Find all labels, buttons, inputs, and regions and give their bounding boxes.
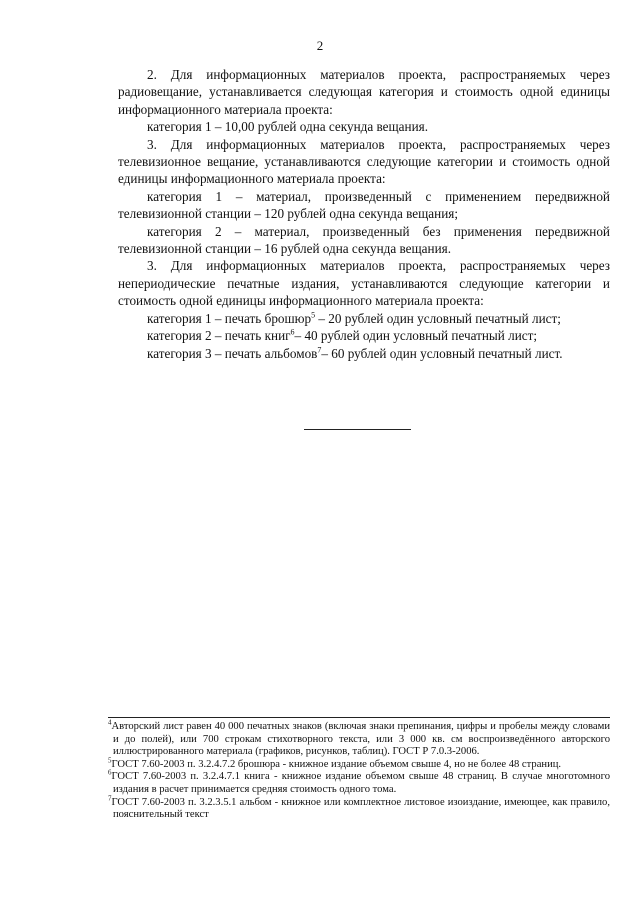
category-text: категория 1 – печать брошюр [147,310,312,326]
document-body [118,66,610,362]
footnote-4 [108,718,610,759]
footnote-ref: 7 [317,345,322,355]
footnote-ref: 6 [290,327,295,337]
footnote-text: ГОСТ 7.60-2003 п. 3.2.3.5.1 альбом - книжное или комплектное листовое изоиздание, имеющее, как правило, пояснительный текст [111,796,610,821]
footnote-6 [108,768,610,796]
paragraph-print-category-1 [118,310,610,327]
footnote-text: Авторский лист равен 40 000 печатных знаков (включая знаки препинания, цифры и пробелы между словами и до полей), или 700 строкам стихотворного текста, или 3 000 кв. см воспроизведённого авторского иллюстрированного материала (графиков, рисунков, таблиц). ГОСТ Р 7.0.3-2006. [111,721,610,758]
footnote-number: 4 [108,718,112,727]
footnote-text: ГОСТ 7.60-2003 п. 3.2.4.7.2 брошюра - книжное издание объемом свыше 4, но не более 48 страниц. [111,758,562,770]
category-price: – 60 рублей один условный печатный лист. [321,345,563,361]
category-price: – 40 рублей один условный печатный лист; [294,328,538,344]
footnote-number: 7 [108,794,112,803]
paragraph-tv-category-1: категория 1 – материал, произведенный с применением передвижной телевизионной станции – 120 рублей одна секунда вещания; [118,188,610,222]
category-text: категория 2 – печать книг [147,328,291,344]
paragraph-tv-category-2: категория 2 – материал, произведенный без применения передвижной телевизионной станции – 16 рублей одна секунда вещания. [118,223,610,257]
paragraph-radio-category-1: категория 1 – 10,00 рублей одна секунда вещания. [147,119,428,135]
footnote-number: 6 [108,768,112,777]
footnote-ref: 5 [311,310,316,320]
category-text: категория 3 – печать альбомов [147,345,318,361]
footnote-5 [108,756,610,772]
paragraph-radio: 2. Для информационных материалов проекта, распространяемых через радиовещание, устанавливается следующая категория и стоимость одной единицы информационного материала проекта: [118,67,610,117]
paragraph-print-category-3 [118,345,610,362]
paragraph-print-category-2 [118,327,610,344]
page-number: 2 [316,38,324,53]
category-price: – 20 рублей один условный печатный лист; [315,310,561,326]
footnote-number: 5 [108,756,112,765]
paragraph-print: 3. Для информационных материалов проекта, распространяемых через непериодические печатные издания, устанавливаются следующие категории и стоимость одной единицы информационного материала проекта: [118,258,610,309]
footnote-7 [108,794,610,822]
end-separator-line [304,429,411,430]
paragraph-television: 3. Для информационных материалов проекта, распространяемых через телевизионное вещание, устанавливаются следующие категории и стоимость одной единицы информационного материала проекта: [118,136,610,187]
footnote-divider [108,717,610,718]
footnote-text: ГОСТ 7.60-2003 п. 3.2.4.7.1 книга - книжное издание объемом свыше 48 страниц. В случае многотомного издания в расчет принимается средняя стоимость одного тома. [111,771,610,795]
footnotes [108,718,610,822]
